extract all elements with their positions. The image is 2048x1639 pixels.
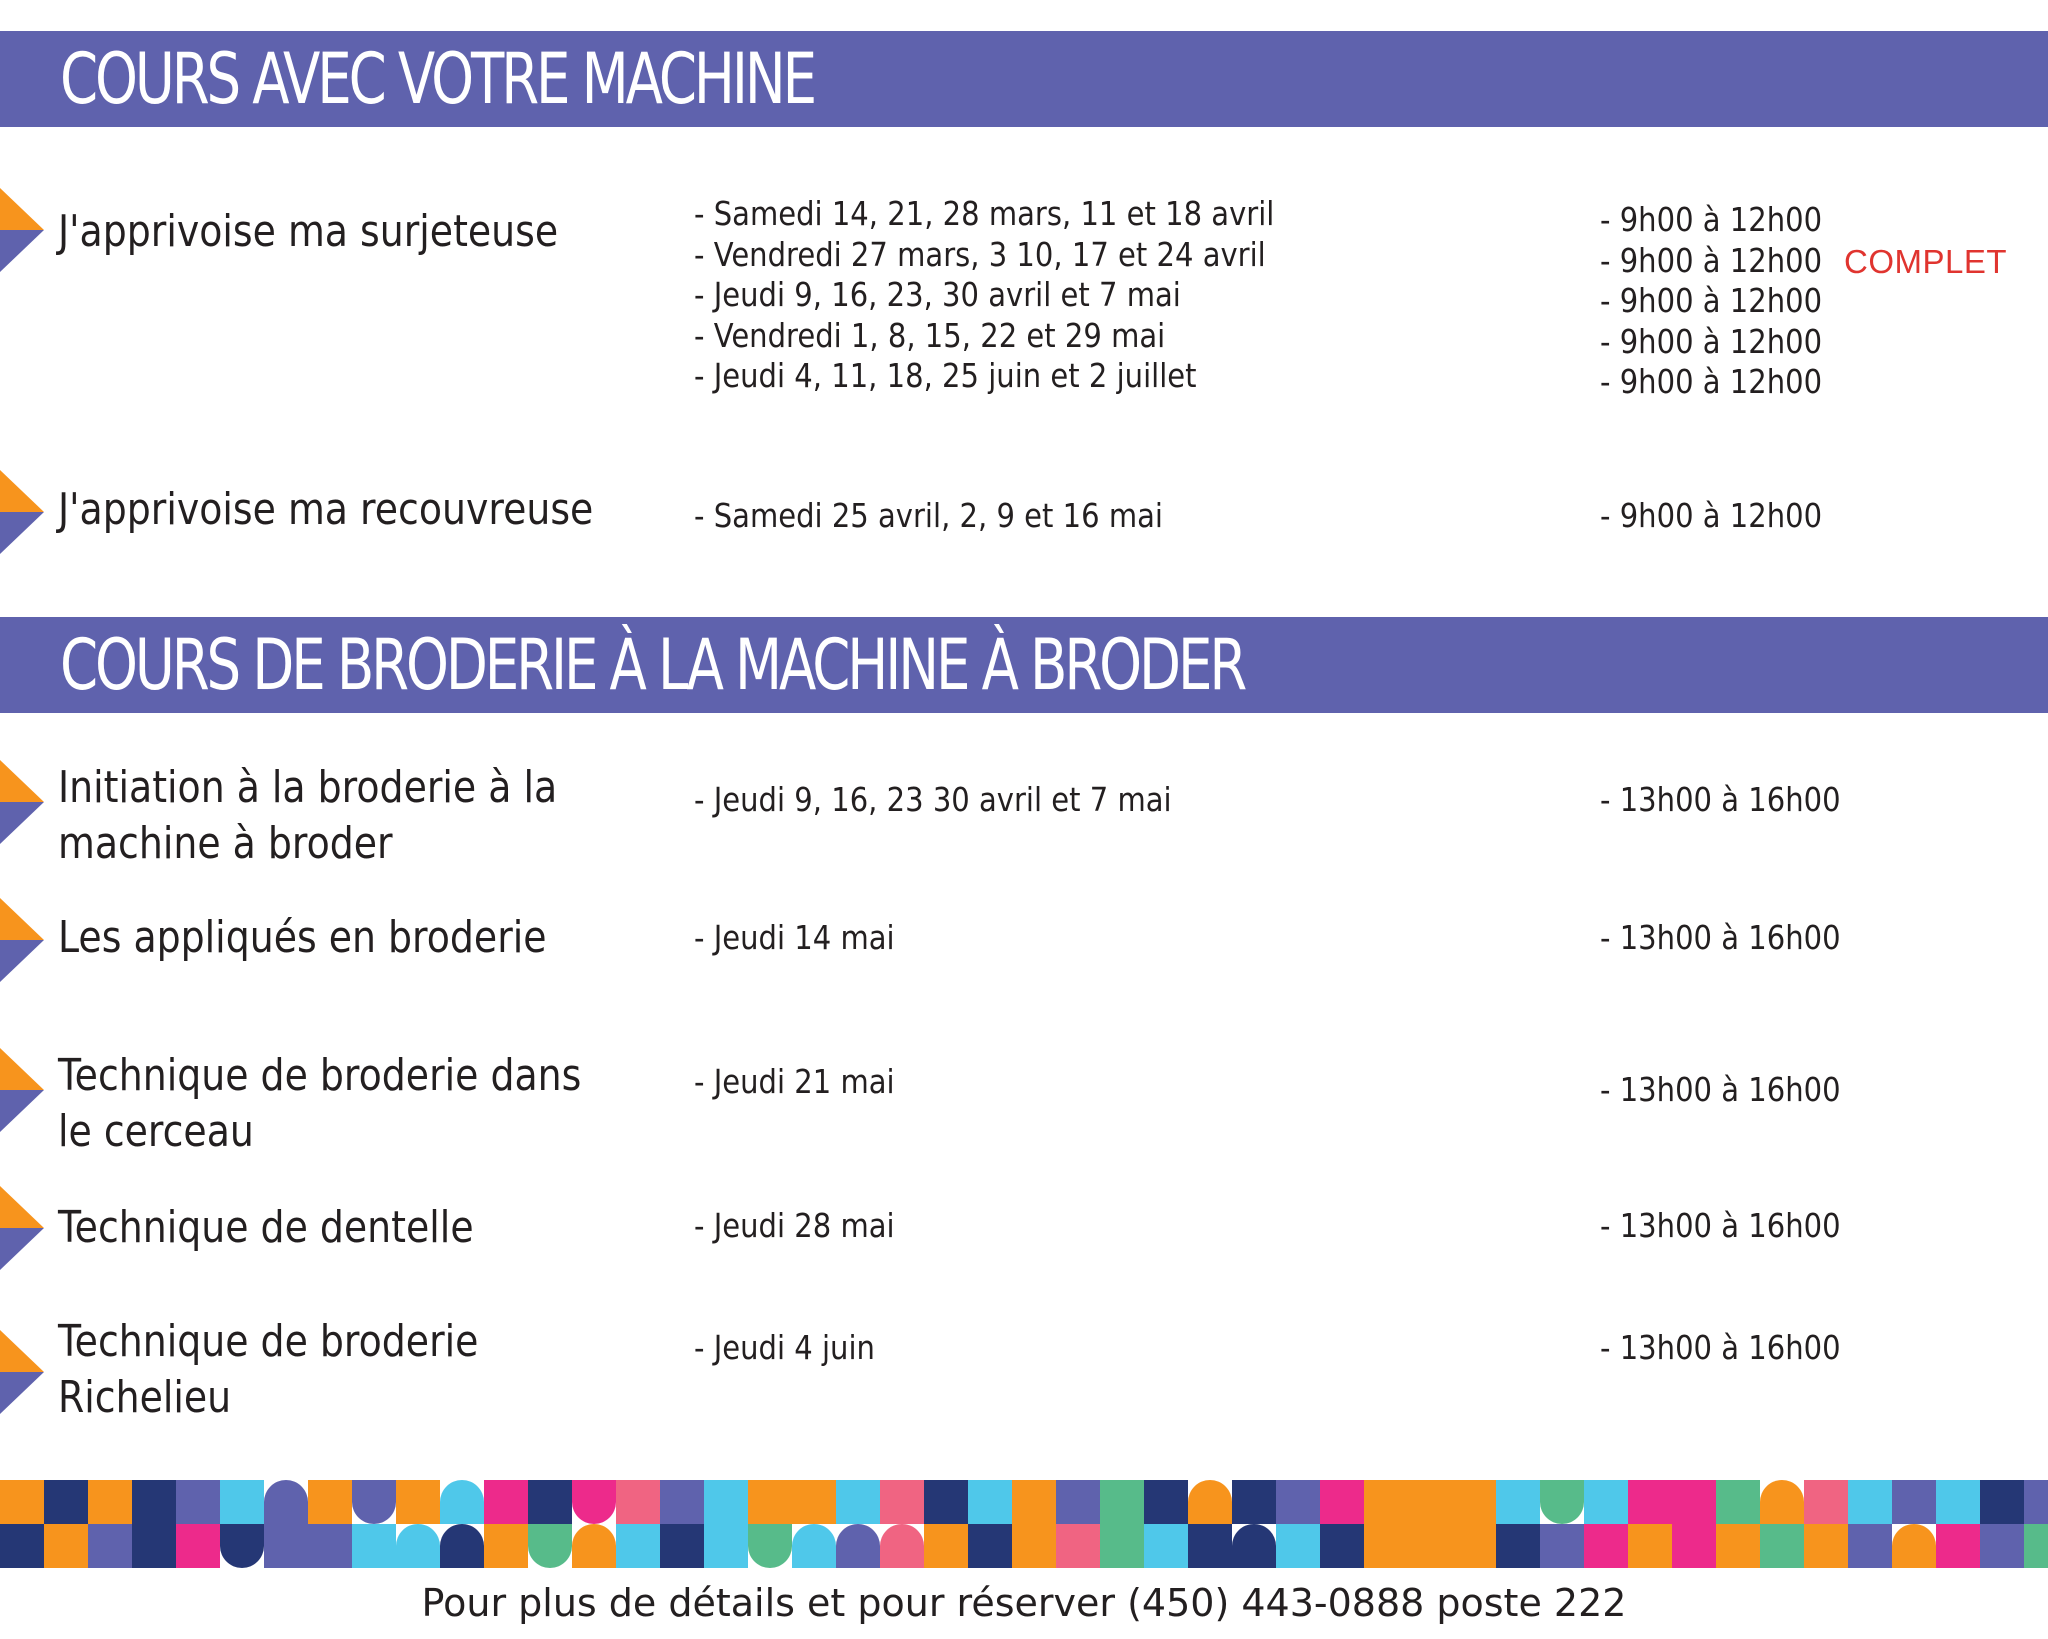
mosaic-tile: [1276, 1480, 1320, 1524]
mosaic-tile: [440, 1524, 484, 1568]
mosaic-tile: [1056, 1480, 1100, 1524]
mosaic-tile: [1584, 1480, 1628, 1524]
mosaic-tile: [1892, 1524, 1936, 1568]
mosaic-tile: [528, 1480, 572, 1524]
mosaic-tile: [176, 1480, 220, 1524]
mosaic-tile: [1716, 1480, 1760, 1524]
mosaic-tile: [1936, 1480, 1980, 1524]
mosaic-tile: [1760, 1524, 1804, 1568]
course-times: - 13h00 à 16h00: [1600, 1206, 1841, 1245]
mosaic-tile: [572, 1480, 616, 1524]
mosaic-tile: [2024, 1524, 2048, 1568]
mosaic-tile: [748, 1524, 792, 1568]
course-times: - 13h00 à 16h00: [1600, 1328, 1841, 1367]
course-title: Technique de broderie dans le cerceau: [58, 1050, 582, 1157]
course-times: - 13h00 à 16h00: [1600, 1070, 1841, 1109]
course-dates: - Jeudi 28 mai: [694, 1206, 895, 1245]
mosaic-tile: [968, 1480, 1012, 1524]
mosaic-tile: [484, 1480, 528, 1524]
mosaic-tile: [264, 1524, 308, 1568]
mosaic-tile: [1012, 1480, 1056, 1524]
mosaic-tile: [88, 1524, 132, 1568]
triangle-marker-icon: [0, 1186, 44, 1270]
triangle-marker-icon: [0, 760, 44, 844]
course-times: - 13h00 à 16h00: [1600, 918, 1841, 957]
mosaic-tile: [968, 1524, 1012, 1568]
course-dates: - Jeudi 4 juin: [694, 1328, 875, 1367]
mosaic-tile: [440, 1480, 484, 1524]
mosaic-tile: [792, 1480, 836, 1524]
course-title: J'apprivoise ma surjeteuse: [58, 206, 559, 257]
mosaic-tile: [1408, 1480, 1452, 1524]
mosaic-tile: [792, 1524, 836, 1568]
section-title: COURS AVEC VOTRE MACHINE: [60, 38, 814, 120]
mosaic-tile: [660, 1480, 704, 1524]
mosaic-tile: [1056, 1524, 1100, 1568]
mosaic-tile: [528, 1524, 572, 1568]
mosaic-tile: [176, 1524, 220, 1568]
mosaic-tile: [1760, 1480, 1804, 1524]
mosaic-tile: [1980, 1524, 2024, 1568]
course-dates: - Jeudi 21 mai: [694, 1062, 895, 1101]
mosaic-tile: [880, 1524, 924, 1568]
mosaic-tile: [1540, 1524, 1584, 1568]
mosaic-tile: [924, 1480, 968, 1524]
mosaic-tile: [1848, 1480, 1892, 1524]
mosaic-tile: [88, 1480, 132, 1524]
mosaic-tile: [1496, 1480, 1540, 1524]
course-title: Initiation à la broderie à la machine à broder: [58, 762, 558, 869]
mosaic-tile: [1320, 1524, 1364, 1568]
mosaic-tile: [1408, 1524, 1452, 1568]
mosaic-tile: [924, 1524, 968, 1568]
course-dates: - Samedi 14, 21, 28 mars, 11 et 18 avril - Vendredi 27 mars, 3 10, 17 et 24 avril - Jeudi 9, 16, 23, 30 avril et 7 mai - Vendredi 1, 8, 15, 22 et 29 mai - Jeudi 4, 11, 18, 25 juin et 2 juillet: [694, 194, 1275, 395]
mosaic-tile: [484, 1524, 528, 1568]
mosaic-tile: [616, 1524, 660, 1568]
mosaic-tile: [1540, 1480, 1584, 1524]
mosaic-tile: [660, 1524, 704, 1568]
geometric-mosaic-band: [0, 1480, 2048, 1568]
mosaic-tile: [1584, 1524, 1628, 1568]
mosaic-tile: [132, 1480, 176, 1524]
mosaic-tile: [880, 1480, 924, 1524]
section-banner-broderie: [0, 617, 2048, 713]
course-dates: - Samedi 25 avril, 2, 9 et 16 mai: [694, 496, 1163, 535]
status-complet-label: COMPLET: [1844, 243, 2008, 280]
mosaic-tile: [1232, 1480, 1276, 1524]
mosaic-tile: [396, 1524, 440, 1568]
course-times: - 9h00 à 12h00: [1600, 496, 1823, 535]
mosaic-tile: [352, 1524, 396, 1568]
mosaic-tile: [616, 1480, 660, 1524]
mosaic-tile: [704, 1524, 748, 1568]
mosaic-tile: [1144, 1524, 1188, 1568]
mosaic-tile: [396, 1480, 440, 1524]
mosaic-tile: [572, 1524, 616, 1568]
mosaic-tile: [1892, 1480, 1936, 1524]
mosaic-tile: [220, 1524, 264, 1568]
course-title: Les appliqués en broderie: [58, 912, 547, 963]
mosaic-tile: [0, 1524, 44, 1568]
mosaic-tile: [1716, 1524, 1760, 1568]
course-dates: - Jeudi 9, 16, 23 30 avril et 7 mai: [694, 780, 1172, 819]
mosaic-tile: [1628, 1480, 1672, 1524]
course-times: - 9h00 à 12h00 - 9h00 à 12h00 - 9h00 à 12h00 - 9h00 à 12h00 - 9h00 à 12h00: [1600, 200, 1823, 401]
mosaic-tile: [308, 1480, 352, 1524]
section-banner-machine: [0, 31, 2048, 127]
mosaic-tile: [1364, 1524, 1408, 1568]
mosaic-tile: [836, 1524, 880, 1568]
course-title: Technique de dentelle: [58, 1202, 474, 1253]
mosaic-tile: [1848, 1524, 1892, 1568]
triangle-marker-icon: [0, 188, 44, 272]
mosaic-tile: [748, 1480, 792, 1524]
mosaic-tile: [1452, 1524, 1496, 1568]
triangle-marker-icon: [0, 898, 44, 982]
mosaic-tile: [44, 1524, 88, 1568]
mosaic-tile: [1320, 1480, 1364, 1524]
course-times: - 13h00 à 16h00: [1600, 780, 1841, 819]
mosaic-tile: [704, 1480, 748, 1524]
course-dates: - Jeudi 14 mai: [694, 918, 895, 957]
mosaic-tile: [352, 1480, 396, 1524]
section-title: COURS DE BRODERIE À LA MACHINE À BRODER: [60, 624, 1245, 706]
mosaic-tile: [1804, 1480, 1848, 1524]
mosaic-tile: [1364, 1480, 1408, 1524]
mosaic-tile: [1144, 1480, 1188, 1524]
mosaic-tile: [44, 1480, 88, 1524]
triangle-marker-icon: [0, 1330, 44, 1414]
mosaic-tile: [264, 1480, 308, 1524]
mosaic-tile: [1496, 1524, 1540, 1568]
mosaic-tile: [1672, 1480, 1716, 1524]
mosaic-tile: [1100, 1524, 1144, 1568]
mosaic-tile: [1012, 1524, 1056, 1568]
course-title: J'apprivoise ma recouvreuse: [58, 484, 594, 535]
mosaic-tile: [1672, 1524, 1716, 1568]
triangle-marker-icon: [0, 1048, 44, 1132]
mosaic-tile: [1188, 1480, 1232, 1524]
mosaic-tile: [1100, 1480, 1144, 1524]
mosaic-tile: [1936, 1524, 1980, 1568]
mosaic-tile: [2024, 1480, 2048, 1524]
mosaic-tile: [1804, 1524, 1848, 1568]
triangle-marker-icon: [0, 470, 44, 554]
mosaic-tile: [1980, 1480, 2024, 1524]
mosaic-tile: [1628, 1524, 1672, 1568]
footer-contact-text: Pour plus de détails et pour réserver (450) 443-0888 poste 222: [421, 1581, 1627, 1625]
mosaic-tile: [836, 1480, 880, 1524]
mosaic-tile: [132, 1524, 176, 1568]
course-title: Technique de broderie Richelieu: [58, 1316, 479, 1423]
mosaic-tile: [1276, 1524, 1320, 1568]
mosaic-tile: [0, 1480, 44, 1524]
mosaic-tile: [1188, 1524, 1232, 1568]
mosaic-tile: [220, 1480, 264, 1524]
mosaic-tile: [308, 1524, 352, 1568]
mosaic-tile: [1452, 1480, 1496, 1524]
mosaic-tile: [1232, 1524, 1276, 1568]
